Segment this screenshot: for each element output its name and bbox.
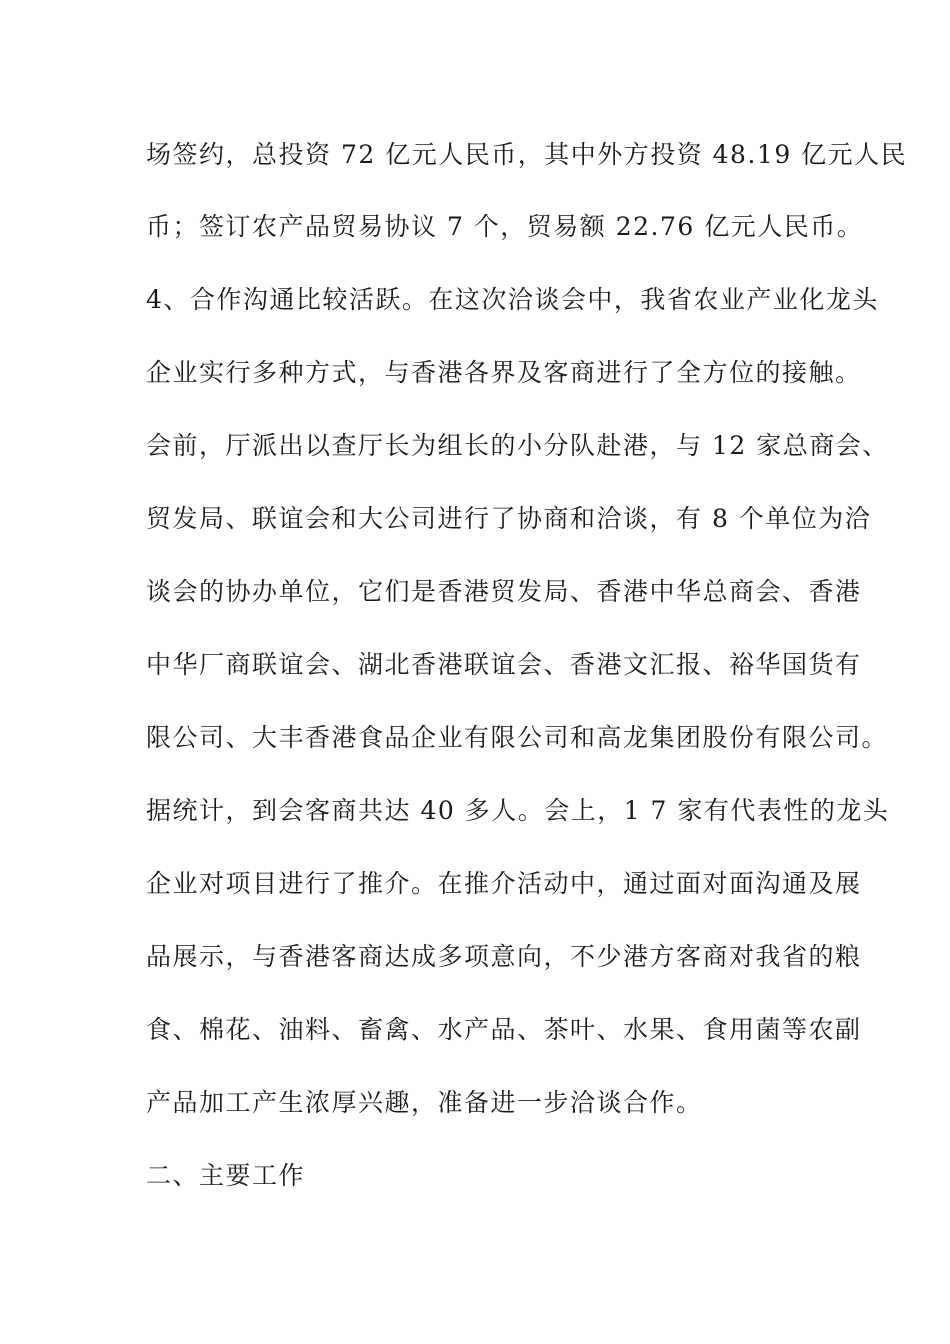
text-line: 限公司、大丰香港食品企业有限公司和高龙集团股份有限公司。 bbox=[146, 723, 889, 752]
text-line: 场签约，总投资 72 亿元人民币，其中外方投资 48.19 亿元人民 bbox=[146, 140, 908, 169]
text-line: 据统计，到会客商共达 40 多人。会上，1 7 家有代表性的龙头 bbox=[146, 796, 890, 825]
text-line: 贸发局、联谊会和大公司进行了协商和洽谈，有 8 个单位为洽 bbox=[146, 504, 872, 533]
text-line: 品展示，与香港客商达成多项意向，不少港方客商对我省的粮 bbox=[146, 942, 862, 971]
text-line: 企业实行多种方式，与香港各界及客商进行了全方位的接触。 bbox=[146, 358, 862, 387]
text-line: 币；签订农产品贸易协议 7 个，贸易额 22.76 亿元人民币。 bbox=[146, 212, 864, 241]
text-line: 谈会的协办单位，它们是香港贸发局、香港中华总商会、香港 bbox=[146, 577, 862, 606]
text-line: 企业对项目进行了推介。在推介活动中，通过面对面沟通及展 bbox=[146, 869, 862, 898]
text-line: 食、棉花、油料、畜禽、水产品、茶叶、水果、食用菌等农副 bbox=[146, 1015, 862, 1044]
text-line: 4、合作沟通比较活跃。在这次洽谈会中，我省农业产业化龙头 bbox=[146, 285, 879, 314]
text-line: 产品加工产生浓厚兴趣，准备进一步洽谈合作。 bbox=[146, 1088, 703, 1117]
text-line: 中华厂商联谊会、湖北香港联谊会、香港文汇报、裕华国货有 bbox=[146, 650, 862, 679]
section-heading: 二、主要工作 bbox=[146, 1161, 306, 1190]
text-line: 会前，厅派出以查厅长为组长的小分队赴港，与 12 家总商会、 bbox=[146, 431, 889, 460]
